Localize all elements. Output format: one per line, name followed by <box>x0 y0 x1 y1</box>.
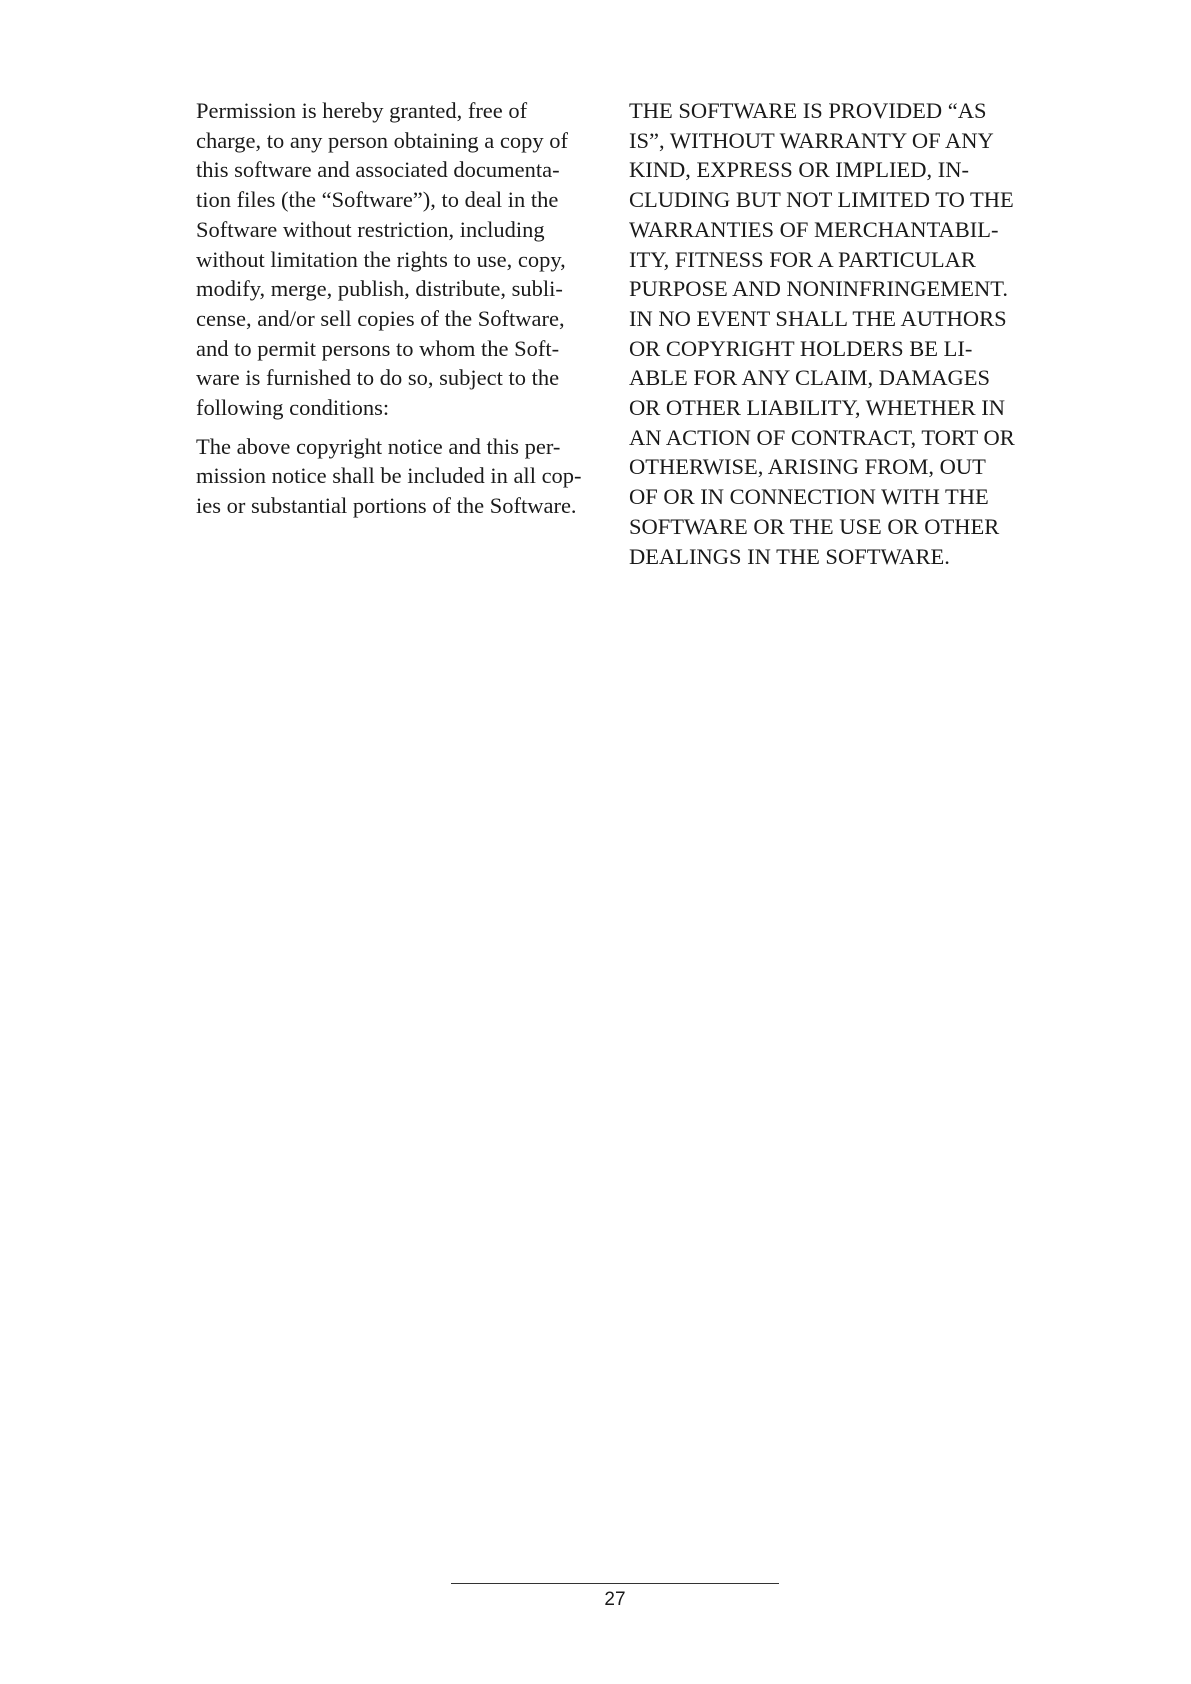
text-line: WARRANTIES OF MERCHANTABIL- <box>629 216 999 242</box>
text-line: The above copyright notice and this per- <box>196 433 561 459</box>
text-line: ies or substantial portions of the Software. <box>196 493 577 519</box>
text-line: following conditions: <box>196 395 390 421</box>
text-line: THE SOFTWARE IS PROVIDED “AS <box>629 98 987 123</box>
text-line: ware is furnished to do so, subject to the <box>196 365 560 391</box>
text-line: AN ACTION OF CONTRACT, TORT OR <box>629 424 1015 450</box>
text-line: charge, to any person obtaining a copy of <box>196 127 568 153</box>
text-line: mission notice shall be included in all cop- <box>196 463 582 489</box>
text-line: DEALINGS IN THE SOFTWARE. <box>629 543 950 569</box>
text-line: cense, and/or sell copies of the Software, <box>196 305 565 331</box>
text-line: OR COPYRIGHT HOLDERS BE LI- <box>629 335 973 361</box>
page-number: 27 <box>604 1589 626 1610</box>
text-line: this software and associated documenta- <box>196 157 560 183</box>
footer-divider <box>451 1583 779 1584</box>
text-line: CLUDING BUT NOT LIMITED TO THE <box>629 187 1014 213</box>
text-line: modify, merge, publish, distribute, subli- <box>196 276 563 302</box>
text-line: IS”, WITHOUT WARRANTY OF ANY <box>629 127 994 153</box>
permission-paragraph <box>196 96 601 423</box>
text-line: PURPOSE AND NONINFRINGEMENT. <box>629 276 1008 302</box>
text-line: Software without restriction, including <box>196 216 545 242</box>
text-line: IN NO EVENT SHALL THE AUTHORS <box>629 305 1007 331</box>
text-line: Permission is hereby granted, free of <box>196 98 528 123</box>
text-line: tion files (the “Software”), to deal in the <box>196 187 559 213</box>
text-line: KIND, EXPRESS OR IMPLIED, IN- <box>629 157 970 183</box>
left-text-column <box>196 96 601 530</box>
text-line: OR OTHER LIABILITY, WHETHER IN <box>629 395 1005 421</box>
right-text-column <box>629 96 1034 580</box>
text-line: without limitation the rights to use, copy, <box>196 246 566 272</box>
text-line: OF OR IN CONNECTION WITH THE <box>629 484 989 510</box>
text-line: OTHERWISE, ARISING FROM, OUT <box>629 454 986 480</box>
copyright-notice-paragraph <box>196 432 601 521</box>
text-line: SOFTWARE OR THE USE OR OTHER <box>629 513 1000 539</box>
text-line: ABLE FOR ANY CLAIM, DAMAGES <box>629 365 991 391</box>
text-line: ITY, FITNESS FOR A PARTICULAR <box>629 246 976 272</box>
text-line: and to permit persons to whom the Soft- <box>196 335 560 361</box>
warranty-disclaimer-paragraph <box>629 96 1034 571</box>
